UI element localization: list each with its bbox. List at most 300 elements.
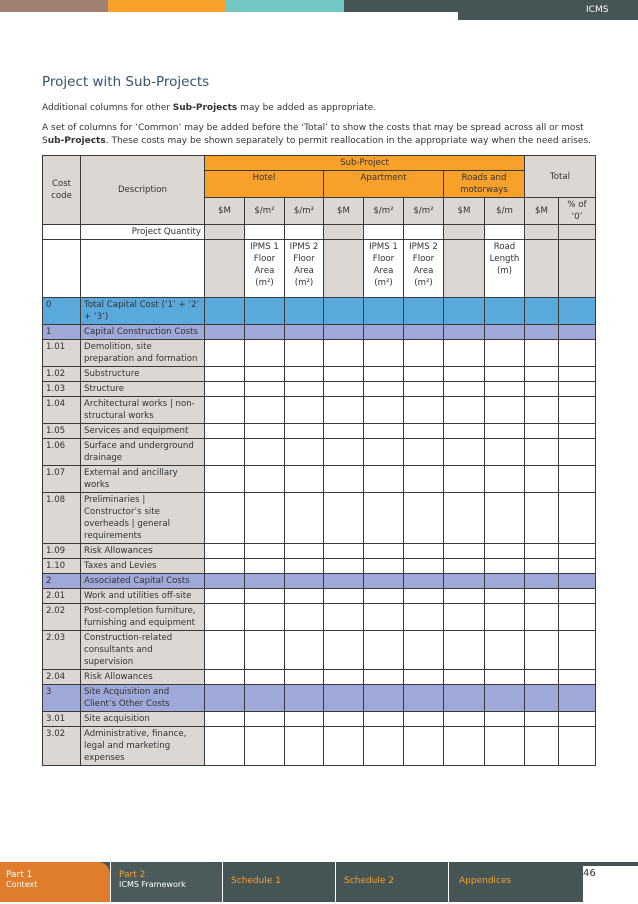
cost-code-cell: 1.08 — [43, 493, 81, 544]
value-cell — [205, 382, 245, 397]
value-cell — [205, 298, 245, 325]
cost-row — [43, 325, 596, 340]
value-cell — [525, 559, 559, 574]
value-cell — [285, 340, 324, 367]
cost-code-cell: 3.02 — [43, 727, 81, 766]
value-cell — [444, 685, 485, 712]
value-cell — [404, 367, 444, 382]
value-cell — [324, 631, 364, 670]
value-cell — [559, 424, 596, 439]
value-cell — [364, 439, 404, 466]
value-cell — [245, 589, 285, 604]
tab-schedule-2[interactable] — [335, 862, 448, 902]
value-cell — [245, 574, 285, 589]
value-cell — [245, 382, 285, 397]
top-bar-segment — [108, 0, 226, 12]
tab-title: Schedule 2 — [344, 876, 394, 886]
value-cell — [525, 382, 559, 397]
value-cell — [285, 670, 324, 685]
value-cell — [285, 631, 324, 670]
tab-title: Appendices — [459, 876, 512, 886]
cost-code-cell: 1.06 — [43, 439, 81, 466]
cost-code-cell: 1.05 — [43, 424, 81, 439]
cost-code-cell: 1.07 — [43, 466, 81, 493]
cost-row — [43, 604, 596, 631]
value-cell — [324, 367, 364, 382]
value-cell — [205, 493, 245, 544]
value-cell — [559, 367, 596, 382]
cost-code-cell: 1.03 — [43, 382, 81, 397]
page-number: 46 — [583, 866, 638, 904]
tab-subtitle: ICMS Framework — [119, 880, 186, 889]
value-cell — [324, 727, 364, 766]
value-cell — [324, 340, 364, 367]
value-cell — [205, 544, 245, 559]
value-cell — [404, 712, 444, 727]
value-cell — [559, 685, 596, 712]
cost-row — [43, 685, 596, 712]
value-cell — [404, 544, 444, 559]
value-cell — [444, 397, 485, 424]
value-cell — [444, 574, 485, 589]
tab-title: Schedule 1 — [231, 876, 281, 886]
measure-cell: IPMS 1 Floor Area (m²) — [364, 240, 404, 298]
value-cell — [525, 670, 559, 685]
cost-row — [43, 367, 596, 382]
value-cell — [364, 325, 404, 340]
value-cell — [285, 589, 324, 604]
cost-row — [43, 424, 596, 439]
cost-code-cell: 1.10 — [43, 559, 81, 574]
value-cell — [444, 340, 485, 367]
tab-title: Part 2 — [119, 870, 146, 880]
value-cell — [364, 574, 404, 589]
page-title: Project with Sub-Projects — [42, 74, 210, 90]
cost-row — [43, 340, 596, 367]
value-cell — [485, 382, 525, 397]
value-cell — [559, 574, 596, 589]
value-cell — [404, 340, 444, 367]
value-cell — [364, 589, 404, 604]
value-cell — [205, 685, 245, 712]
value-cell — [364, 604, 404, 631]
header-label-box — [458, 0, 638, 20]
cost-description-cell: Services and equipment — [81, 424, 205, 439]
intro-text-end: may be added as appropriate. — [237, 103, 377, 113]
value-cell — [444, 544, 485, 559]
unit-cell: $/m² — [285, 198, 324, 225]
value-cell — [404, 685, 444, 712]
measure-cell: IPMS 1 Floor Area (m²) — [245, 240, 285, 298]
cost-description-cell: Work and utilities off-site — [81, 589, 205, 604]
value-cell — [205, 340, 245, 367]
unit-cell: $M — [525, 198, 559, 225]
measure-cell: IPMS 2 Floor Area (m²) — [404, 240, 444, 298]
measure-code-cell — [43, 240, 81, 298]
value-cell — [285, 712, 324, 727]
value-cell — [285, 424, 324, 439]
value-cell — [525, 325, 559, 340]
tab-subtitle: Context — [6, 880, 38, 889]
value-cell — [364, 727, 404, 766]
cost-description-cell: Construction-related consultants and supervision — [81, 631, 205, 670]
value-cell — [205, 466, 245, 493]
value-cell — [205, 670, 245, 685]
value-cell — [205, 559, 245, 574]
value-cell — [525, 493, 559, 544]
value-cell — [404, 439, 444, 466]
value-cell — [444, 589, 485, 604]
value-cell — [205, 439, 245, 466]
quantity-cell — [404, 225, 444, 240]
common-columns-paragraph — [42, 122, 597, 148]
tab-schedule-1[interactable] — [222, 862, 335, 902]
value-cell — [559, 439, 596, 466]
value-cell — [485, 493, 525, 544]
value-cell — [444, 559, 485, 574]
value-cell — [485, 685, 525, 712]
value-cell — [559, 298, 596, 325]
value-cell — [245, 631, 285, 670]
value-cell — [404, 727, 444, 766]
common-bold: ub-Projects — [47, 136, 106, 146]
value-cell — [525, 340, 559, 367]
value-cell — [559, 382, 596, 397]
value-cell — [559, 604, 596, 631]
value-cell — [245, 493, 285, 544]
measure-cell — [324, 240, 364, 298]
value-cell — [444, 439, 485, 466]
value-cell — [324, 712, 364, 727]
value-cell — [245, 559, 285, 574]
intro-bold: Sub-Projects — [172, 103, 238, 113]
cost-table — [42, 155, 596, 766]
cost-row — [43, 631, 596, 670]
value-cell — [444, 298, 485, 325]
value-cell — [485, 727, 525, 766]
quantity-cell — [559, 225, 596, 240]
value-cell — [245, 727, 285, 766]
quantity-cell — [525, 225, 559, 240]
value-cell — [245, 544, 285, 559]
cost-code-header: Cost code — [43, 156, 81, 225]
value-cell — [245, 325, 285, 340]
value-cell — [444, 727, 485, 766]
value-cell — [324, 493, 364, 544]
value-cell — [285, 382, 324, 397]
quantity-cell — [245, 225, 285, 240]
value-cell — [444, 325, 485, 340]
value-cell — [485, 574, 525, 589]
value-cell — [559, 466, 596, 493]
quantity-cell — [444, 225, 485, 240]
value-cell — [364, 466, 404, 493]
value-cell — [324, 589, 364, 604]
value-cell — [245, 604, 285, 631]
value-cell — [324, 574, 364, 589]
cost-description-cell: Risk Allowances — [81, 670, 205, 685]
value-cell — [245, 340, 285, 367]
value-cell — [485, 298, 525, 325]
value-cell — [205, 631, 245, 670]
value-cell — [485, 604, 525, 631]
tab-part-1[interactable] — [0, 862, 110, 902]
value-cell — [404, 493, 444, 544]
value-cell — [559, 631, 596, 670]
description-header: Description — [81, 156, 205, 225]
cost-description-cell: Preliminaries | Constructor’s site overheads | general requirements — [81, 493, 205, 544]
value-cell — [245, 367, 285, 382]
value-cell — [559, 493, 596, 544]
value-cell — [324, 397, 364, 424]
cost-row — [43, 382, 596, 397]
value-cell — [324, 298, 364, 325]
quantity-measure-row — [43, 240, 596, 298]
value-cell — [285, 397, 324, 424]
value-cell — [525, 397, 559, 424]
value-cell — [559, 559, 596, 574]
cost-code-cell: 1.09 — [43, 544, 81, 559]
value-cell — [285, 559, 324, 574]
value-cell — [364, 367, 404, 382]
value-cell — [205, 424, 245, 439]
header-label: ICMS — [586, 5, 609, 15]
value-cell — [404, 574, 444, 589]
value-cell — [485, 325, 525, 340]
value-cell — [285, 604, 324, 631]
value-cell — [364, 397, 404, 424]
value-cell — [444, 367, 485, 382]
value-cell — [285, 544, 324, 559]
unit-cell: % of ‘0’ — [559, 198, 596, 225]
value-cell — [485, 466, 525, 493]
value-cell — [559, 670, 596, 685]
measure-cell: Road Length (m) — [485, 240, 525, 298]
value-cell — [444, 712, 485, 727]
cost-code-cell: 0 — [43, 298, 81, 325]
total-header: Total — [525, 156, 596, 198]
value-cell — [485, 589, 525, 604]
value-cell — [205, 325, 245, 340]
cost-code-cell: 3.01 — [43, 712, 81, 727]
value-cell — [525, 574, 559, 589]
quantity-cell — [205, 225, 245, 240]
value-cell — [404, 589, 444, 604]
value-cell — [324, 382, 364, 397]
value-cell — [525, 424, 559, 439]
value-cell — [324, 424, 364, 439]
cost-description-cell: Associated Capital Costs — [81, 574, 205, 589]
cost-row — [43, 544, 596, 559]
cost-code-cell: 1 — [43, 325, 81, 340]
intro-paragraph — [42, 102, 597, 115]
cost-description-cell: Site Acquisition and Client’s Other Costs — [81, 685, 205, 712]
value-cell — [205, 589, 245, 604]
value-cell — [485, 670, 525, 685]
value-cell — [245, 424, 285, 439]
group-header-roads: Roads and motorways — [444, 171, 525, 198]
cost-row — [43, 670, 596, 685]
header-row-1 — [43, 156, 596, 171]
value-cell — [364, 712, 404, 727]
tab-title: Part 1 — [6, 870, 33, 880]
value-cell — [404, 424, 444, 439]
cost-description-cell: Total Capital Cost (‘1’ + ‘2’ + ‘3’) — [81, 298, 205, 325]
cost-code-cell: 2 — [43, 574, 81, 589]
value-cell — [485, 367, 525, 382]
cost-row — [43, 493, 596, 544]
value-cell — [485, 559, 525, 574]
value-cell — [205, 604, 245, 631]
intro-text: Additional columns for other — [42, 103, 173, 113]
unit-cell: $M — [444, 198, 485, 225]
cost-row — [43, 727, 596, 766]
top-bar-segment — [226, 0, 344, 12]
value-cell — [559, 712, 596, 727]
value-cell — [444, 424, 485, 439]
value-cell — [559, 325, 596, 340]
cost-description-cell: Capital Construction Costs — [81, 325, 205, 340]
value-cell — [444, 670, 485, 685]
value-cell — [525, 367, 559, 382]
value-cell — [324, 439, 364, 466]
cost-row — [43, 466, 596, 493]
value-cell — [245, 298, 285, 325]
value-cell — [525, 685, 559, 712]
tab-appendices[interactable] — [448, 862, 578, 902]
value-cell — [525, 631, 559, 670]
unit-cell: $/m² — [364, 198, 404, 225]
value-cell — [324, 325, 364, 340]
cost-description-cell: Substructure — [81, 367, 205, 382]
tab-part-2[interactable] — [110, 862, 222, 902]
quantity-code-cell — [43, 225, 81, 240]
value-cell — [559, 544, 596, 559]
value-cell — [245, 670, 285, 685]
value-cell — [404, 298, 444, 325]
cost-description-cell: Demolition, site preparation and formation — [81, 340, 205, 367]
value-cell — [559, 340, 596, 367]
value-cell — [485, 544, 525, 559]
top-bar-segment — [0, 0, 108, 12]
value-cell — [364, 298, 404, 325]
project-quantity-row — [43, 225, 596, 240]
value-cell — [404, 382, 444, 397]
cost-code-cell: 2.04 — [43, 670, 81, 685]
value-cell — [404, 466, 444, 493]
value-cell — [404, 325, 444, 340]
value-cell — [324, 685, 364, 712]
value-cell — [285, 493, 324, 544]
value-cell — [559, 397, 596, 424]
cost-code-cell: 1.02 — [43, 367, 81, 382]
value-cell — [285, 727, 324, 766]
value-cell — [285, 574, 324, 589]
cost-row — [43, 397, 596, 424]
unit-cell: $M — [324, 198, 364, 225]
cost-row — [43, 589, 596, 604]
value-cell — [525, 589, 559, 604]
cost-row — [43, 439, 596, 466]
measure-cell — [444, 240, 485, 298]
cost-description-cell: Risk Allowances — [81, 544, 205, 559]
cost-code-cell: 1.04 — [43, 397, 81, 424]
cost-description-cell: Taxes and Levies — [81, 559, 205, 574]
value-cell — [525, 544, 559, 559]
cost-row — [43, 574, 596, 589]
cost-code-cell: 2.02 — [43, 604, 81, 631]
cost-code-cell: 3 — [43, 685, 81, 712]
value-cell — [485, 397, 525, 424]
value-cell — [205, 397, 245, 424]
value-cell — [444, 631, 485, 670]
value-cell — [485, 631, 525, 670]
project-quantity-label: Project Quantity — [81, 225, 205, 240]
cost-row — [43, 559, 596, 574]
value-cell — [324, 466, 364, 493]
cost-description-cell: Administrative, finance, legal and marketing expenses — [81, 727, 205, 766]
value-cell — [525, 466, 559, 493]
value-cell — [525, 604, 559, 631]
value-cell — [525, 298, 559, 325]
value-cell — [559, 589, 596, 604]
value-cell — [525, 727, 559, 766]
cost-description-cell: Architectural works | non-structural works — [81, 397, 205, 424]
value-cell — [404, 397, 444, 424]
value-cell — [485, 439, 525, 466]
measure-cell: IPMS 2 Floor Area (m²) — [285, 240, 324, 298]
value-cell — [404, 631, 444, 670]
value-cell — [444, 382, 485, 397]
measure-desc-cell — [81, 240, 205, 298]
value-cell — [205, 367, 245, 382]
value-cell — [285, 439, 324, 466]
quantity-cell — [285, 225, 324, 240]
quantity-cell — [485, 225, 525, 240]
cost-row — [43, 712, 596, 727]
value-cell — [364, 559, 404, 574]
value-cell — [364, 670, 404, 685]
unit-cell: $/m² — [245, 198, 285, 225]
value-cell — [525, 712, 559, 727]
unit-cell: $M — [205, 198, 245, 225]
value-cell — [205, 727, 245, 766]
value-cell — [364, 424, 404, 439]
common-text-end: . These costs may be shown separately to permit reallocation in the appropriate way when the need arises. — [105, 136, 591, 146]
quantity-cell — [324, 225, 364, 240]
value-cell — [444, 493, 485, 544]
cost-description-cell: Post-completion furniture, furnishing and equipment — [81, 604, 205, 631]
value-cell — [364, 631, 404, 670]
value-cell — [364, 544, 404, 559]
value-cell — [205, 712, 245, 727]
measure-cell — [205, 240, 245, 298]
value-cell — [245, 466, 285, 493]
value-cell — [324, 559, 364, 574]
value-cell — [364, 340, 404, 367]
unit-cell: $/m — [485, 198, 525, 225]
value-cell — [324, 544, 364, 559]
common-text: A set of columns for ‘Common’ may be added before the ‘Total’ to show the costs that may be spread across all or most S — [42, 123, 584, 146]
group-header-apartment: Apartment — [324, 171, 444, 198]
value-cell — [285, 325, 324, 340]
value-cell — [205, 574, 245, 589]
cost-description-cell: External and ancillary works — [81, 466, 205, 493]
value-cell — [485, 424, 525, 439]
value-cell — [525, 439, 559, 466]
cost-row — [43, 298, 596, 325]
value-cell — [245, 685, 285, 712]
